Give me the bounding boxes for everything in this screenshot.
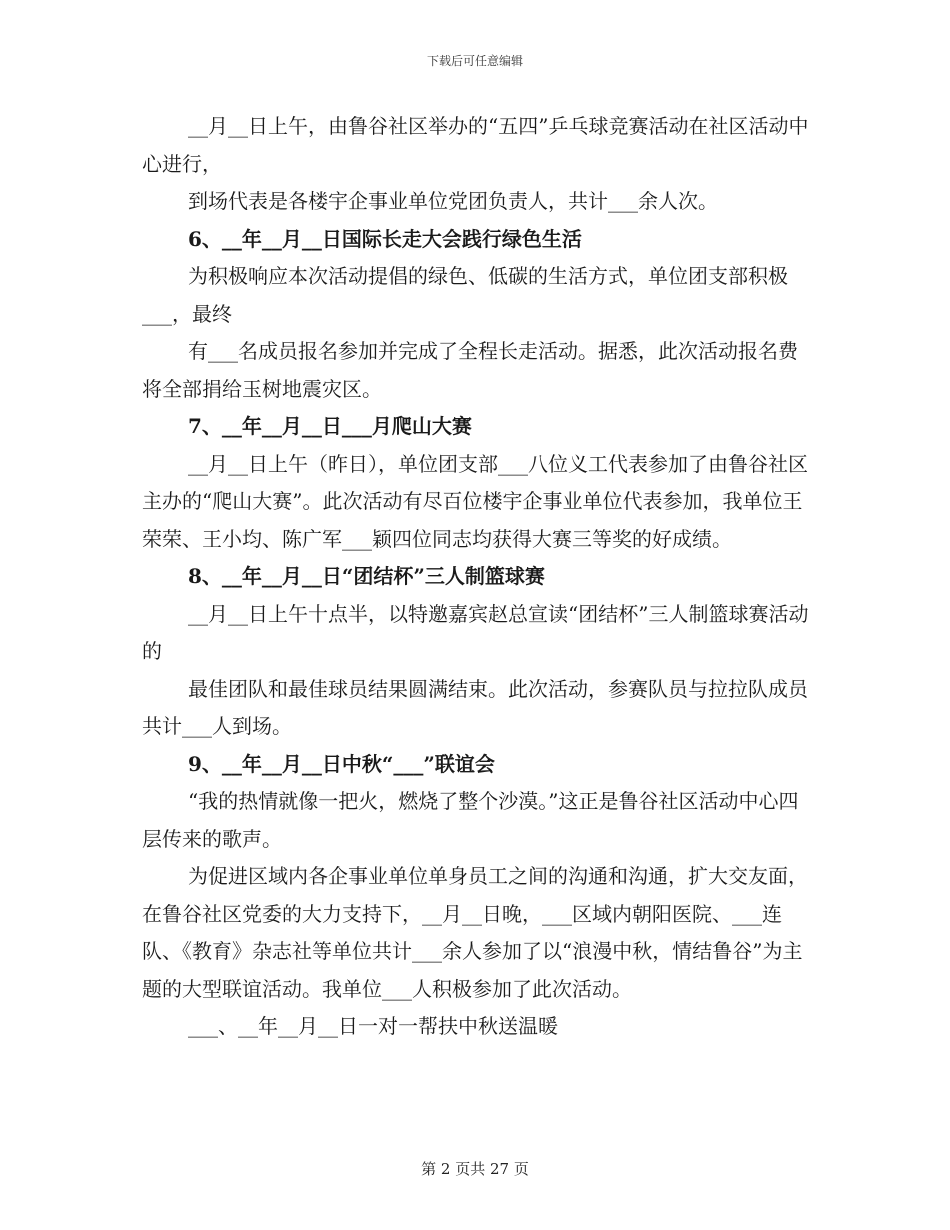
- paragraph: ___、__年__月__日一对一帮扶中秋送温暖: [188, 1014, 558, 1038]
- page-header: 下载后可任意编辑: [426, 54, 523, 68]
- document-body: [142, 108, 810, 1046]
- paragraph: “我的热情就像一把火，燃烧了整个沙漠。”这正是鲁谷社区活动中心四层传来的歌声。: [142, 789, 799, 851]
- paragraph: 有___名成员报名参加并完成了全程长走活动。据悉，此次活动报名费将全部捐给玉树地震灾区。: [142, 339, 798, 401]
- paragraph: __月__日上午（昨日），单位团支部___八位义工代表参加了由鲁谷社区主办的“爬山大赛”。此次活动有尽百位楼宇企事业单位代表参加，我单位王荣荣、王小均、陈广军___颖四位同志均获得大赛三等奖的好成绩。: [142, 451, 808, 551]
- section-heading: 8、__年__月__日“团结杯”三人制篮球赛: [188, 564, 545, 588]
- paragraph: __月__日上午，由鲁谷社区举办的“五四”乒乓球竞赛活动在社区活动中心进行，: [142, 114, 809, 176]
- section-heading: 9、__年__月__日中秋“___”联谊会: [188, 751, 495, 776]
- paragraph: 为促进区域内各企事业单位单身员工之间的沟通和沟通，扩大交友面，在鲁谷社区党委的大力支持下，__月__日晚，___区域内朝阳医院、___连队、《教育》杂志社等单位共计___余人参加了以“浪漫中秋，情结鲁谷”为主题的大型联谊活动。我单位___人积极参加了此次活动。: [142, 864, 808, 1001]
- section-heading: 7、__年__月__日___月爬山大赛: [188, 414, 472, 438]
- paragraph: 到场代表是各楼宇企事业单位党团负责人，共计___余人次。: [188, 189, 718, 213]
- section-heading: 6、__年__月__日国际长走大会践行绿色生活: [188, 226, 582, 251]
- paragraph: 为积极响应本次活动提倡的绿色、低碳的生活方式，单位团支部积极___，最终: [142, 264, 788, 326]
- paragraph: __月__日上午十点半，以特邀嘉宾赵总宣读“团结杯”三人制篮球赛活动的: [142, 601, 809, 663]
- page-footer: 第 2 页共 27 页: [421, 1160, 529, 1178]
- paragraph: 最佳团队和最佳球员结果圆满结束。此次活动，参赛队员与拉拉队成员共计___人到场。: [142, 676, 808, 738]
